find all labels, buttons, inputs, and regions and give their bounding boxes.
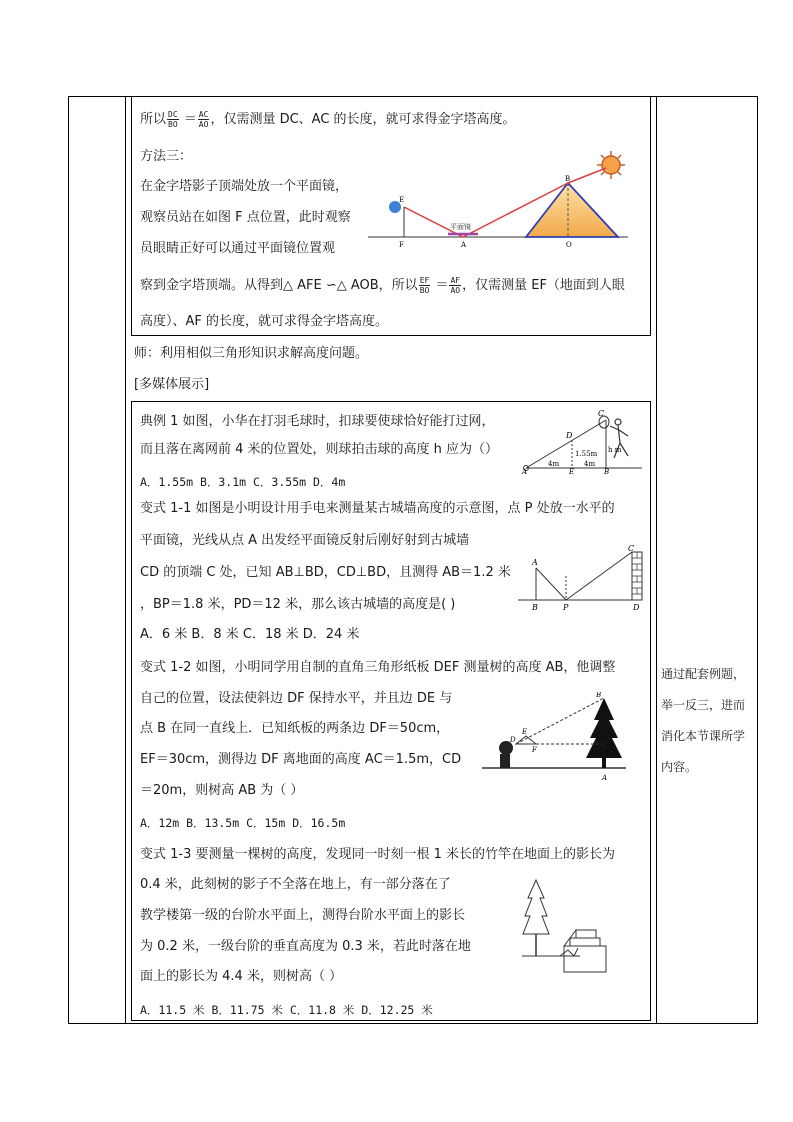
distance-label-2: 4m [584,460,596,468]
variant12-line-4: EF＝30cm，测得边 DF 离地面的高度 AC＝1.5m，CD [140,752,462,767]
variant11-options: A．6 米 B．8 米 C．18 米 D．24 米 [140,627,360,642]
point-label-o: O [566,241,572,249]
multimedia-label: [多媒体展示] [134,377,210,392]
frac-denominator: BO [168,120,178,129]
example1-line-1: 典例 1 如图，小华在打羽毛球时，扣球要使球恰好能打过网， [140,414,495,429]
sidebar-note-1: 通过配套例题， [661,667,746,681]
frac-denominator: AO [450,286,461,295]
variant13-line-2: 0.4 米，此刻树的影子不全落在地上，有一部分落在了 [140,877,451,892]
variant11-line-4: ，BP＝1.8 米，PD＝12 米，那么该古城墙的高度是( ) [140,597,456,612]
frac-numerator: AC [198,110,209,119]
point-label-b: B [596,692,602,699]
text-prefix: 所以 [140,112,167,127]
sidebar-note-2: 举一反三，进而 [661,698,746,712]
variant12-line-5: ＝20m，则树高 AB 为（ ） [140,783,304,798]
point-label-c: C [598,409,605,418]
variant13-line-1: 变式 1-3 要测量一棵树的高度，发现同一时刻一根 1 米长的竹竿在地面上的影长为 [140,847,616,862]
point-label-c: C [628,544,635,553]
person-icon [499,741,513,768]
point-label-p: P [563,603,569,612]
method-line-5: 员眼睛正好可以通过平面镜位置观 [140,241,336,256]
point-label-d: D [566,431,573,440]
variant13-options: A．11.5 米 B．11.75 米 C．11.8 米 D．12.25 米 [140,1003,433,1017]
height-label: h m [608,446,622,454]
method-line-6: 察到金字塔顶端。从得到△ AFE ∽△ AOB，所以 $\frac{EF}{BO}$ ＝ $\frac{AF}{AO}$ ，仅需测量 EF（地面到人眼 [140,276,625,295]
column-divider-right [656,96,657,1024]
tree-stairs-diagram [520,876,610,976]
text-prefix: 察到金字塔顶端。从得到△ AFE ∽△ AOB，所以 [140,278,418,293]
variant12-options: A．12m B．13.5m C．15m D．16.5m [140,816,346,830]
point-label-b: B [604,468,610,474]
point-label-e: E [399,196,405,204]
example1-line-2: 而且落在离网前 4 米的位置处，则球拍击球的高度 h 应为（） [140,442,499,457]
method-line-3: 在金字塔影子顶端处放一个平面镜， [140,179,349,194]
variant11-line-3: CD 的顶端 C 处，已知 AB⊥BD，CD⊥BD，且测得 AB＝1.2 米 [140,565,511,580]
variant12-line-2: 自己的位置，设法使斜边 DF 保持水平，并且边 DE 与 [140,691,453,706]
fraction-af-ao [449,276,461,295]
fraction-ef-bo [419,276,431,295]
frac-denominator: BO [419,286,430,295]
variant13-line-4: 为 0.2 米，一级台阶的垂直高度为 0.3 米，若此时落在地 [140,939,471,954]
text-suffix: ，仅需测量 DC、AC 的长度，就可求得金字塔高度。 [210,112,516,127]
paper-triangle [516,736,536,744]
column-divider-left [125,96,126,1024]
point-label-a: A [602,774,608,782]
sidebar-note-4: 内容。 [661,760,698,774]
city-wall-diagram [512,544,646,612]
point-label-e: E [569,468,575,474]
point-label-b: B [532,603,538,612]
variant11-line-2: 平面镜，光线从点 A 出发经平面镜反射后刚好射到古城墙 [140,533,470,548]
light-path [536,552,632,600]
tree-icon [523,880,549,956]
sun-ray-line [568,168,606,183]
method-line-4: 观察员站在如图 F 点位置，此时观察 [140,210,351,225]
point-label-d: D [510,736,516,744]
pyramid-shape [526,183,618,237]
point-label-a: A [522,468,528,474]
point-label-f: F [399,241,404,249]
frac-numerator: DC [168,110,178,119]
variant13-line-3: 教学楼第一级的台阶水平面上，测得台阶水平面上的影长 [140,908,466,923]
pyramid-mirror-diagram [366,150,632,250]
point-label-e: E [522,728,528,736]
teacher-remark: 师：利用相似三角形知识求解高度问题。 [134,346,369,361]
badminton-diagram [520,408,646,474]
method-three-title: 方法三： [140,149,193,164]
method-line-1: 所以 $\frac{DC}{BO}$ ＝ $\frac{AC}{AO}$ ，仅需测量 DC、AC 的长度，就可求得金字塔高度。 [140,110,516,129]
example1-options: A．1.55m B．3.1m C．3.55m D．4m [140,475,346,489]
net-height-label: 1.55m [575,450,598,458]
frac-denominator: AO [198,120,209,129]
variant12-line-1: 变式 1-2 如图，小明同学用自制的直角三角形纸板 DEF 测量树的高度 AB，他调整 [140,660,616,675]
mirror-label: 平面镜 [450,223,471,231]
point-label-c: C [606,748,612,756]
frac-numerator: AF [450,276,461,285]
tree-icon [586,698,622,768]
point-label-a: A [532,558,538,567]
variant11-line-1: 变式 1-1 如图是小明设计用手电来测量某古城墙高度的示意图，点 P 处放一水平的 [140,501,615,516]
variant13-line-5: 面上的影长为 4.4 米，则树高（ ） [140,969,343,984]
fraction-ac-ao [198,110,210,129]
point-label-d: D [633,603,640,612]
sun-icon [597,151,625,179]
text-suffix: ，仅需测量 EF（地面到人眼 [462,278,625,293]
variant12-line-3: 点 B 在同一直线上．已知纸板的两条边 DF＝50cm， [140,721,450,736]
point-label-f: F [532,746,537,754]
point-label-a: A [461,241,467,249]
distance-label-1: 4m [548,460,560,468]
shadow-zigzag [560,948,578,956]
method-line-7: 高度）、AF 的长度，就可求得金字塔高度。 [140,314,389,329]
frac-numerator: EF [419,276,430,285]
stairs-icon [564,930,606,972]
point-label-b: B [565,175,571,183]
tree-triangle-diagram [480,692,630,788]
fraction-dc-bo [167,110,179,129]
sidebar-note-3: 消化本节课所学 [661,729,746,743]
